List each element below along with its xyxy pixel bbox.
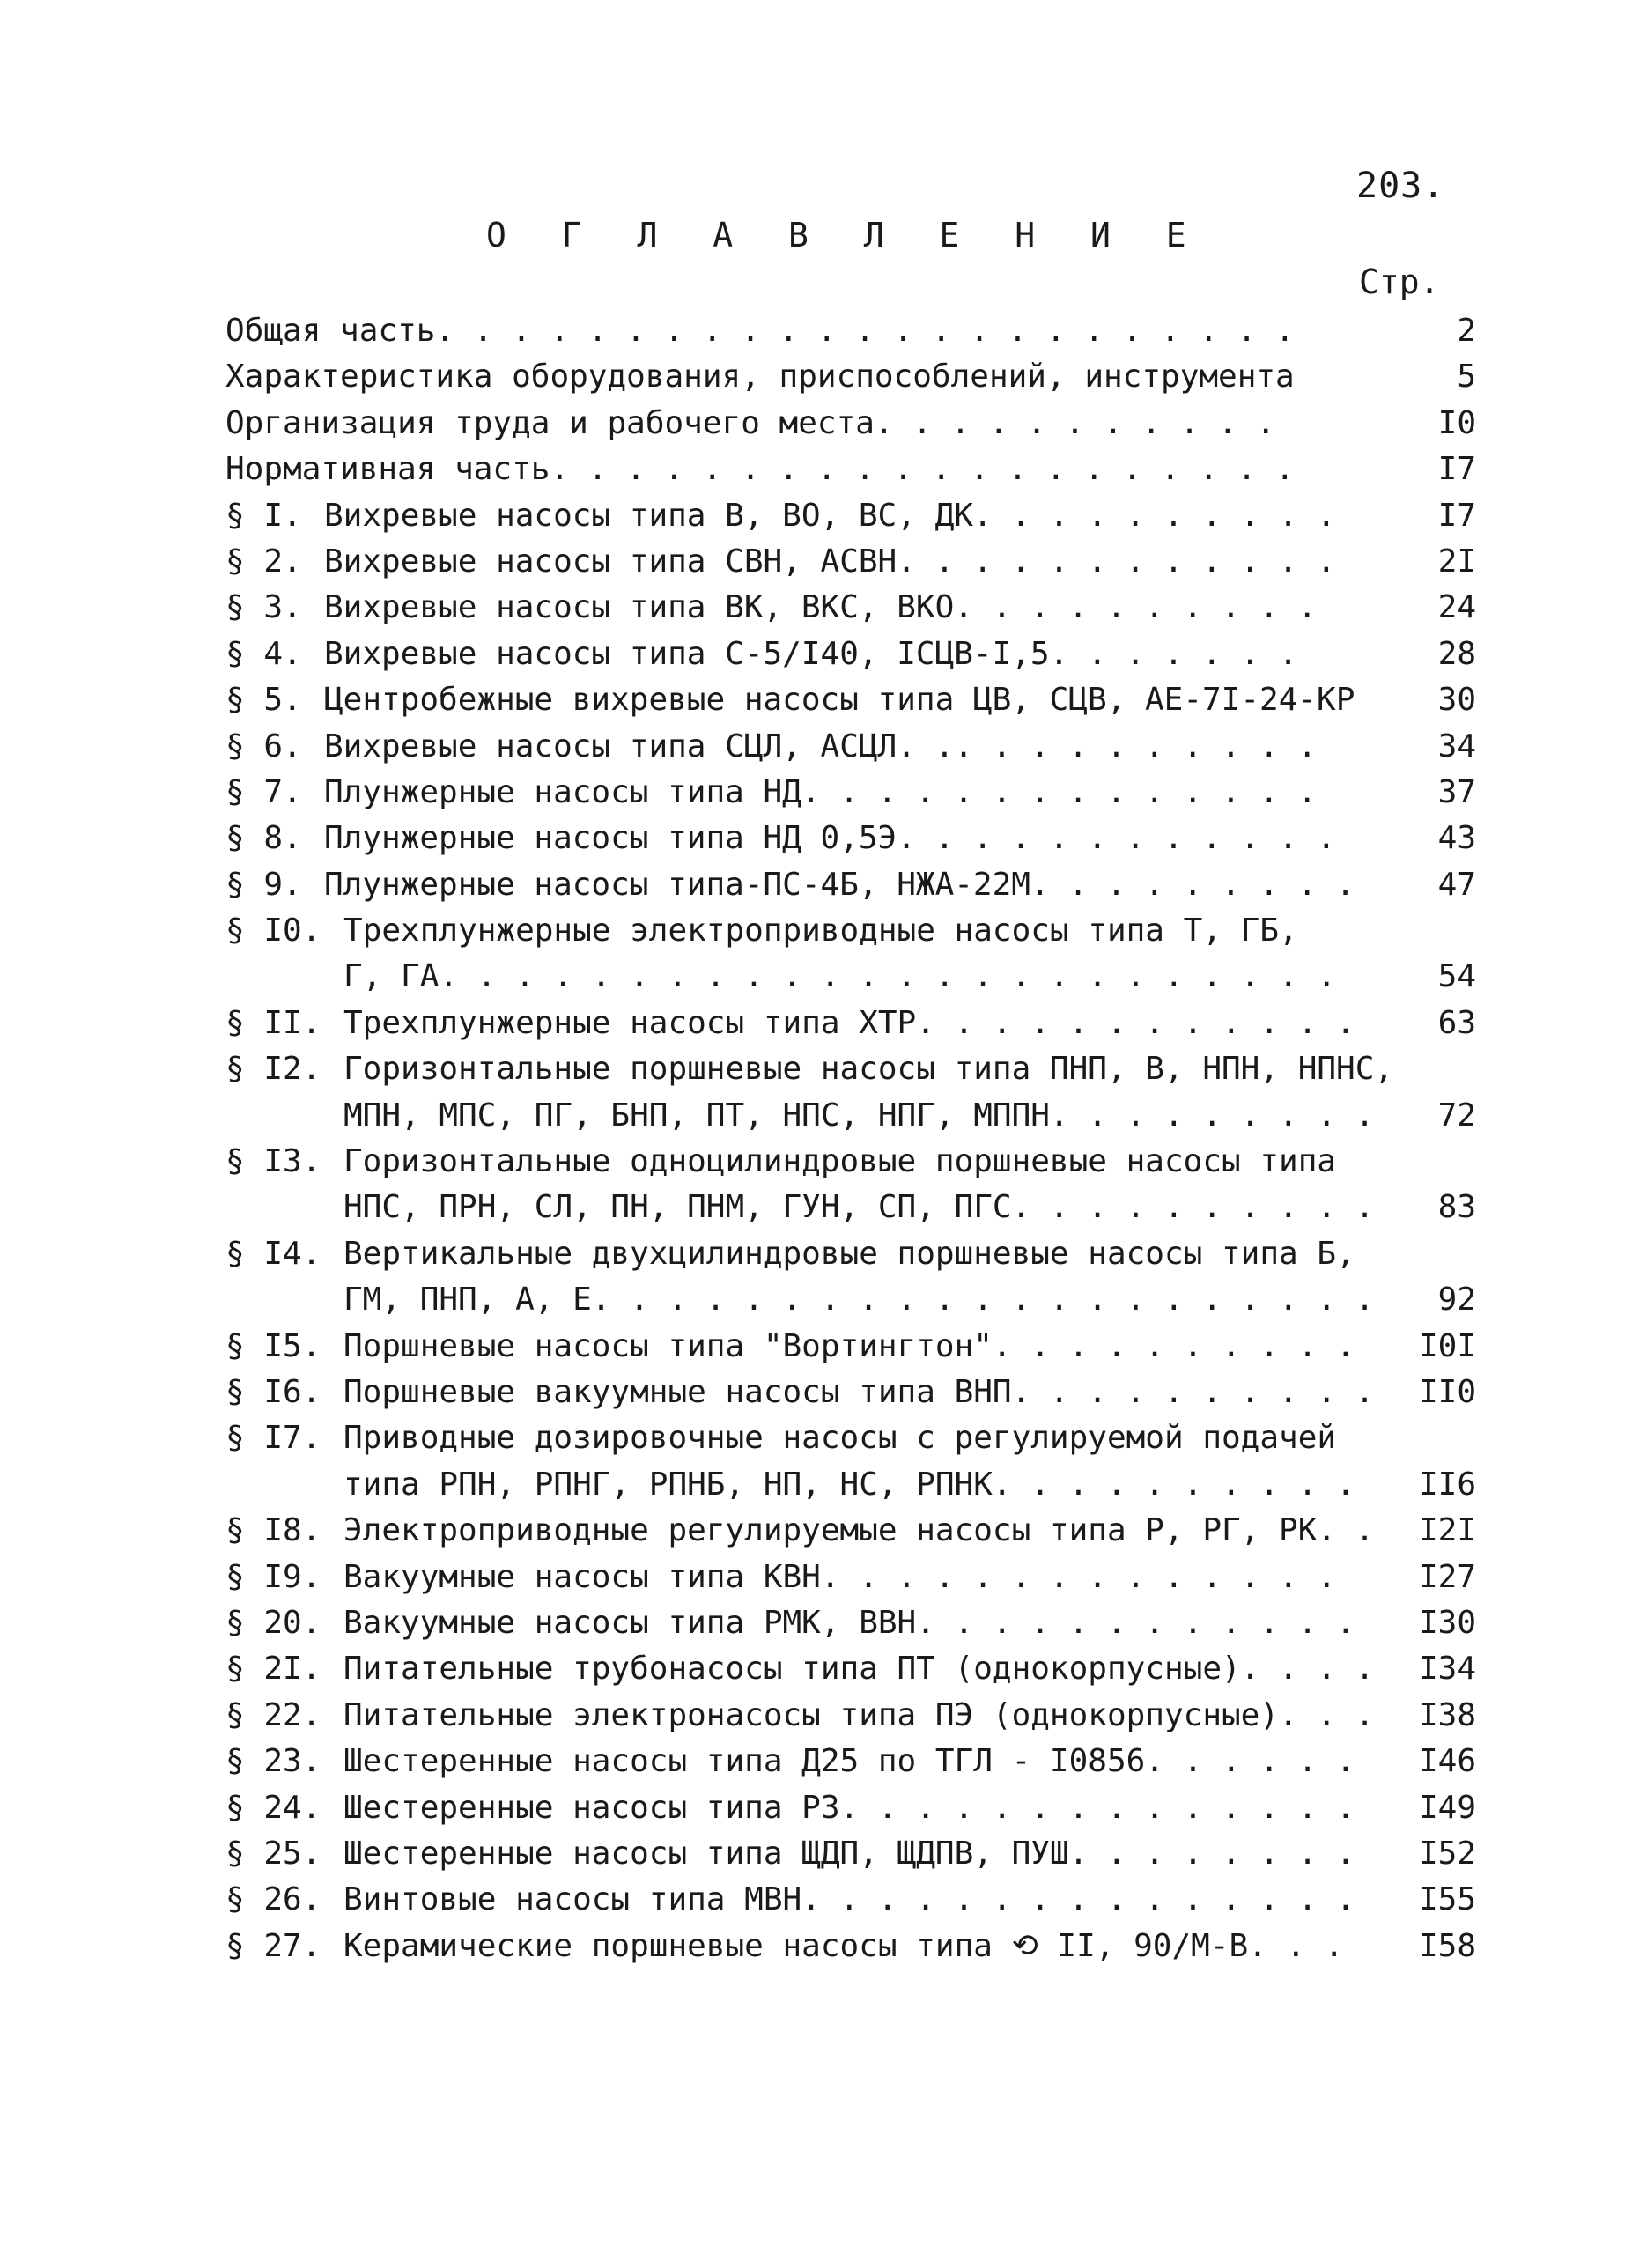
toc-page-number: 24 [1437,589,1476,626]
toc-section-number: § I4. [225,1235,321,1272]
toc-section-number: § 3. [225,589,302,626]
toc-section-number: § 4. [225,635,302,672]
toc-entry [225,1001,1476,1046]
toc-section-number: § 23. [225,1743,321,1780]
toc-page-number: II0 [1418,1373,1476,1410]
toc-entry [225,1093,1476,1139]
toc-page-number: I27 [1418,1558,1476,1595]
toc-entry-title: Вакуумные насосы типа РМК, ВВН. . . . . . . . . . . . [343,1604,1355,1641]
toc-entry-title: Вихревые насосы типа ВК, ВКС, ВКО. . . . . . . . . . [324,589,1318,626]
toc-entry [225,308,1476,354]
toc-entry [225,401,1476,447]
toc-entry [225,1924,1476,1969]
toc-section-number: § II. [225,1004,321,1041]
toc-page-number: 2 [1457,313,1476,349]
toc-entry [225,1831,1476,1877]
toc-section-number: § I2. [225,1051,321,1088]
toc-page-number: I34 [1418,1651,1476,1688]
toc-page-number: 83 [1437,1189,1476,1226]
toc-entry-title: Поршневые насосы типа "Вортингтон". . . . . . . . . . [343,1327,1355,1364]
toc-page-number: 34 [1437,728,1476,765]
toc-entry [225,908,1476,954]
toc-entry-title: Организация труда и рабочего места. . . . . . . . . . . [225,404,1276,441]
toc-entry-title: Нормативная часть. . . . . . . . . . . . . . . . . . . . [225,451,1295,488]
toc-entry-title: Центробежные вихревые насосы типа ЦВ, СЦВ, АЕ-7I-24-КР [324,682,1355,719]
toc-section-number: § 8. [225,820,302,857]
toc-page-number: 43 [1437,820,1476,857]
toc-section-number: § I8. [225,1512,321,1549]
toc-title: О Г Л А В Л Е Н И Е [486,216,1204,255]
toc-entry-title: Электроприводные регулируемые насосы типа Р, РГ, РК. . [343,1512,1375,1549]
toc-page-number: 72 [1437,1097,1476,1134]
toc-entry-title: НПС, ПРН, СЛ, ПН, ПНМ, ГУН, СП, ПГС. . . . . . . . . . [343,1189,1375,1226]
toc-entry [225,1415,1476,1461]
toc-page-number: 28 [1437,635,1476,672]
toc-page-number: I52 [1418,1835,1476,1872]
toc-entry [225,1785,1476,1831]
toc-section-number: § 2I. [225,1651,321,1688]
toc-page-number: I0 [1437,404,1476,441]
toc-entry-title: Вихревые насосы типа С-5/I40, IСЦВ-I,5. . . . . . . [324,635,1298,672]
toc-entry-title: Шестеренные насосы типа Д25 по ТГЛ - I0856. . . . . . [343,1743,1355,1780]
toc-section-number: § I. [225,497,302,534]
toc-page-number: I49 [1418,1789,1476,1826]
toc-entry [225,1462,1476,1508]
toc-page-number: I46 [1418,1743,1476,1780]
toc-entry [225,862,1476,908]
toc-section-number: § 2. [225,543,302,580]
toc-entry [225,1185,1476,1230]
toc-entry-title: МПН, МПС, ПГ, БНП, ПТ, НПС, НПГ, МППН. . . . . . . . . [343,1097,1375,1134]
toc-page-number: I2I [1418,1512,1476,1549]
toc-entry [225,493,1476,539]
toc-page-number: I38 [1418,1696,1476,1733]
toc-entry [225,1231,1476,1277]
toc-entry [225,954,1476,1000]
toc-entry [225,539,1476,585]
toc-entry-title: ГМ, ПНП, А, Е. . . . . . . . . . . . . . . . . . . . . [343,1282,1375,1319]
toc-section-number: § I6. [225,1373,321,1410]
toc-entry-title: Горизонтальные поршневые насосы типа ПНП, В, НПН, НПНС, [343,1051,1394,1088]
toc-entry [225,632,1476,677]
toc-entry [225,1555,1476,1600]
toc-entry [225,1739,1476,1784]
toc-page-number: II6 [1418,1466,1476,1503]
toc-entry-title: Плунжерные насосы типа НД 0,5Э. . . . . . . . . . . . [324,820,1336,857]
toc-entry [225,585,1476,631]
toc-entry-title: Характеристика оборудования, приспособлений, инструмента [225,358,1295,395]
toc-entry-title: Г, ГА. . . . . . . . . . . . . . . . . . . . . . . . [343,958,1337,995]
toc-entry [225,1139,1476,1185]
toc-entry [225,677,1476,723]
toc-page-number: 47 [1437,866,1476,903]
toc-section-number: § I0. [225,912,321,949]
toc-entry-title: Питательные трубонасосы типа ПТ (однокорпусные). . . . [343,1651,1375,1688]
toc-entry [225,816,1476,861]
page-column-header: Стр. [1359,262,1440,301]
toc-page-number: I7 [1437,497,1476,534]
toc-page-number: 5 [1457,358,1476,395]
toc-entry-title: Трехплунжерные насосы типа ХТР. . . . . . . . . . . . [343,1004,1355,1041]
toc-page-number: 92 [1437,1282,1476,1319]
toc-page-number: 63 [1437,1004,1476,1041]
toc-section-number: § I9. [225,1558,321,1595]
toc-entry [225,1646,1476,1692]
table-of-contents [225,308,1476,1969]
toc-page-number: I0I [1418,1327,1476,1364]
toc-entry [225,1046,1476,1092]
toc-entry-title: Шестеренные насосы типа ЩДП, ЩДПВ, ПУШ. . . . . . . . [343,1835,1355,1872]
page-number: 203. [1356,166,1445,206]
toc-entry [225,1693,1476,1739]
toc-entry-title: Винтовые насосы типа МВН. . . . . . . . . . . . . . . [343,1881,1355,1918]
toc-entry-title: Трехплунжерные электроприводные насосы типа Т, ГБ, [343,912,1298,949]
toc-entry-title: типа РПН, РПНГ, РПНБ, НП, НС, РПНК. . . . . . . . . . [343,1466,1355,1503]
toc-entry [225,1600,1476,1646]
toc-entry [225,354,1476,400]
toc-entry-title: Вакуумные насосы типа КВН. . . . . . . . . . . . . . [343,1558,1337,1595]
toc-entry-title: Керамические поршневые насосы типа ⟲ II, 90/М-В. . . [343,1927,1344,1964]
toc-entry-title: Общая часть. . . . . . . . . . . . . . . . . . . . . . . [225,313,1295,349]
toc-section-number: § 9. [225,866,302,903]
toc-entry [225,1324,1476,1370]
toc-entry [225,724,1476,770]
toc-entry [225,1370,1476,1415]
toc-entry-title: Питательные электронасосы типа ПЭ (однокорпусные). . . [343,1696,1375,1733]
toc-page-number: 2I [1437,543,1476,580]
toc-entry-title: Плунжерные насосы типа НД. . . . . . . . . . . . . . [324,773,1318,810]
toc-entry [225,447,1476,492]
toc-section-number: § 26. [225,1881,321,1918]
toc-section-number: § 5. [225,682,302,719]
toc-section-number: § 6. [225,728,302,765]
toc-section-number: § I5. [225,1327,321,1364]
toc-entry [225,1277,1476,1323]
toc-page-number: I58 [1418,1927,1476,1964]
toc-entry-title: Горизонтальные одноцилиндровые поршневые насосы типа [343,1143,1337,1180]
toc-entry-title: Приводные дозировочные насосы с регулируемой подачей [343,1420,1337,1457]
toc-entry-title: Шестеренные насосы типа РЗ. . . . . . . . . . . . . . [343,1789,1355,1826]
toc-entry [225,1877,1476,1923]
toc-entry-title: Поршневые вакуумные насосы типа ВНП. . . . . . . . . . [343,1373,1375,1410]
toc-section-number: § 22. [225,1696,321,1733]
toc-section-number: § I3. [225,1143,321,1180]
toc-section-number: § 27. [225,1927,321,1964]
toc-page-number: I30 [1418,1604,1476,1641]
toc-section-number: § I7. [225,1420,321,1457]
toc-section-number: § 24. [225,1789,321,1826]
toc-page-number: 30 [1437,682,1476,719]
toc-entry [225,1508,1476,1554]
toc-page-number: I7 [1437,451,1476,488]
toc-section-number: § 20. [225,1604,321,1641]
toc-entry [225,770,1476,816]
toc-entry-title: Вертикальные двухцилиндровые поршневые насосы типа Б, [343,1235,1355,1272]
toc-entry-title: Вихревые насосы типа В, ВО, ВС, ДК. . . . . . . . . . [324,497,1336,534]
toc-entry-title: Вихревые насосы типа СВН, АСВН. . . . . . . . . . . . [324,543,1336,580]
toc-entry-title: Плунжерные насосы типа-ПС-4Б, НЖА-22М. . . . . . . . . [324,866,1355,903]
toc-section-number: § 7. [225,773,302,810]
toc-entry-title: Вихревые насосы типа СЦЛ, АСЦЛ. .. . . . . . . . . . [324,728,1318,765]
toc-page-number: 37 [1437,773,1476,810]
toc-page-number: 54 [1437,958,1476,995]
toc-section-number: § 25. [225,1835,321,1872]
toc-page-number: I55 [1418,1881,1476,1918]
